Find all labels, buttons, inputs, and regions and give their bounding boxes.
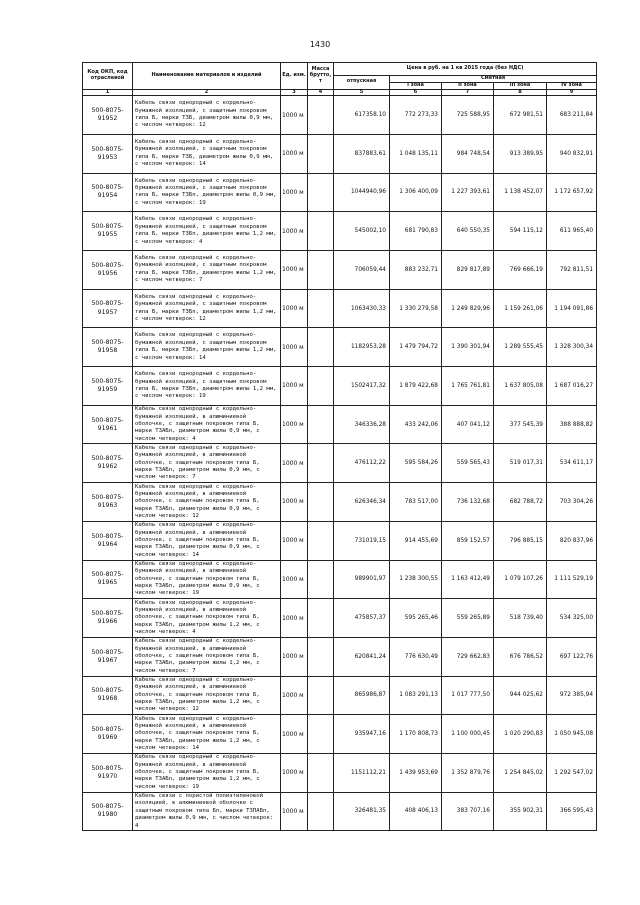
item-unit: 1000 м bbox=[281, 753, 308, 792]
item-unit: 1000 м bbox=[281, 715, 308, 754]
price-zone4: 792 811,51 bbox=[547, 251, 597, 290]
header-zone1: I зона bbox=[390, 82, 442, 89]
price-zone1: 914 455,69 bbox=[390, 521, 442, 560]
price-zone3: 682 788,72 bbox=[494, 483, 547, 522]
table-row bbox=[83, 134, 597, 173]
item-name bbox=[133, 173, 281, 212]
price-zone2: 1 390 301,94 bbox=[442, 328, 494, 367]
item-code: 500-8075-91952 bbox=[83, 96, 133, 135]
price-release: 1182953,28 bbox=[334, 328, 390, 367]
item-mass bbox=[308, 212, 334, 251]
item-unit: 1000 м bbox=[281, 444, 308, 483]
item-mass bbox=[308, 715, 334, 754]
item-code: 500-8075-91969 bbox=[83, 715, 133, 754]
item-name-text: Кабель связи однородный с кордельно-бумажной изоляцией, в алюминиевой оболочке, с защитным покровом типа Б, марки ТЗАБл, диаметром жилы 0,9 мм, с числом четверок: 12 bbox=[135, 483, 260, 520]
item-mass bbox=[308, 599, 334, 638]
item-name-text: Кабель связи однородный с кордельно-бумажной изоляцией, в алюминиевой оболочке, с защитным покровом типа Б, марки ТЗАБл, диаметром жилы 1,2 мм, с числом четверок: 19 bbox=[135, 754, 260, 790]
price-zone2: 407 041,12 bbox=[442, 405, 494, 444]
item-name-text: Кабель связи однородный с кордельно-бумажной изоляцией, в алюминиевой оболочке, с защитным покровом типа Б, марки ТЗАБл, диаметром жилы 0,9 мм, с числом четверок: 4 bbox=[135, 406, 260, 442]
table-row bbox=[83, 483, 597, 522]
column-number: 4 bbox=[308, 89, 334, 96]
table-row bbox=[83, 599, 597, 638]
item-name bbox=[133, 637, 281, 676]
table-row bbox=[83, 753, 597, 792]
item-code: 500-8075-91958 bbox=[83, 328, 133, 367]
table-row bbox=[83, 405, 597, 444]
item-code: 500-8075-91965 bbox=[83, 560, 133, 599]
item-mass bbox=[308, 367, 334, 406]
price-zone3: 1 637 805,08 bbox=[494, 367, 547, 406]
price-zone4: 703 304,26 bbox=[547, 483, 597, 522]
column-number: 1 bbox=[83, 89, 133, 96]
price-zone1: 433 242,06 bbox=[390, 405, 442, 444]
price-zone3: 1 138 452,07 bbox=[494, 173, 547, 212]
price-zone3: 1 020 290,83 bbox=[494, 715, 547, 754]
item-mass bbox=[308, 792, 334, 831]
header-unit: Ед. изм. bbox=[281, 63, 308, 90]
price-zone4: 611 965,40 bbox=[547, 212, 597, 251]
price-release: 1502417,32 bbox=[334, 367, 390, 406]
header-mass: Масса брутто, т bbox=[308, 63, 334, 90]
table-row bbox=[83, 521, 597, 560]
price-table bbox=[82, 62, 597, 831]
item-name bbox=[133, 328, 281, 367]
price-release: 989901,97 bbox=[334, 560, 390, 599]
item-name bbox=[133, 599, 281, 638]
table-row bbox=[83, 444, 597, 483]
item-unit: 1000 м bbox=[281, 637, 308, 676]
item-name-text: Кабель связи однородный с кордельно-бумажной изоляцией, с защитным покровом типа Б, марки ТЗБп, диаметром жилы 1,2 мм, с числом четверок: 19 bbox=[135, 371, 277, 400]
item-mass bbox=[308, 676, 334, 715]
item-unit: 1000 м bbox=[281, 134, 308, 173]
item-code: 500-8075-91980 bbox=[83, 792, 133, 831]
table-row bbox=[83, 676, 597, 715]
item-mass bbox=[308, 328, 334, 367]
item-name-text: Кабель связи однородный с кордельно-бумажной изоляцией, с защитным покровом типа Б, марки ТЗБп, диаметром жилы 1,2 мм, с числом четверок: 12 bbox=[135, 293, 277, 322]
item-code: 500-8075-91966 bbox=[83, 599, 133, 638]
item-unit: 1000 м bbox=[281, 212, 308, 251]
price-zone4: 1 328 300,34 bbox=[547, 328, 597, 367]
table-row bbox=[83, 637, 597, 676]
price-zone1: 883 232,71 bbox=[390, 251, 442, 290]
price-zone3: 519 017,31 bbox=[494, 444, 547, 483]
item-name bbox=[133, 405, 281, 444]
price-zone4: 697 122,76 bbox=[547, 637, 597, 676]
price-zone2: 559 565,43 bbox=[442, 444, 494, 483]
table-header bbox=[83, 63, 597, 96]
header-zone4: IV зона bbox=[547, 82, 597, 89]
price-zone1: 1 170 808,73 bbox=[390, 715, 442, 754]
item-mass bbox=[308, 289, 334, 328]
column-number: 2 bbox=[133, 89, 281, 96]
item-unit: 1000 м bbox=[281, 560, 308, 599]
price-zone2: 984 748,54 bbox=[442, 134, 494, 173]
price-zone2: 1 249 829,96 bbox=[442, 289, 494, 328]
item-name-text: Кабель связи однородный с кордельно-бумажной изоляцией, с защитным покровом типа Б, марки ТЗБ, диаметром жилы 0,9 мм, с числом четверок: 14 bbox=[135, 139, 274, 168]
table-row bbox=[83, 715, 597, 754]
item-name-text: Кабель связи однородный с кордельно-бумажной изоляцией, в алюминиевой оболочке, с защитным покровом типа Б, марки ТЗАБл, диаметром жилы 1,2 мм, с числом четверок: 4 bbox=[135, 599, 260, 636]
price-release: 731019,15 bbox=[334, 521, 390, 560]
item-name bbox=[133, 715, 281, 754]
item-mass bbox=[308, 753, 334, 792]
item-name bbox=[133, 289, 281, 328]
item-unit: 1000 м bbox=[281, 367, 308, 406]
price-zone3: 355 902,31 bbox=[494, 792, 547, 831]
price-zone1: 1 083 291,13 bbox=[390, 676, 442, 715]
price-zone3: 594 115,12 bbox=[494, 212, 547, 251]
price-zone3: 676 786,52 bbox=[494, 637, 547, 676]
header-name: Наименование материалов и изделий bbox=[133, 63, 281, 90]
table-body bbox=[83, 96, 597, 831]
price-zone1: 1 048 135,11 bbox=[390, 134, 442, 173]
item-mass bbox=[308, 251, 334, 290]
column-number: 5 bbox=[334, 89, 390, 96]
price-zone3: 796 885,15 bbox=[494, 521, 547, 560]
price-zone1: 776 630,49 bbox=[390, 637, 442, 676]
table-row bbox=[83, 173, 597, 212]
column-number: 9 bbox=[547, 89, 597, 96]
table-row bbox=[83, 792, 597, 831]
item-unit: 1000 м bbox=[281, 96, 308, 135]
price-zone1: 783 517,00 bbox=[390, 483, 442, 522]
item-code: 500-8075-91957 bbox=[83, 289, 133, 328]
item-name bbox=[133, 444, 281, 483]
header-release: отпускная bbox=[334, 76, 390, 90]
item-mass bbox=[308, 521, 334, 560]
column-number-row bbox=[83, 89, 597, 96]
item-name-text: Кабель связи однородный с кордельно-бумажной изоляцией, с защитным покровом типа Б, марки ТЗБп, диаметром жилы 1,2 мм, с числом четверок: 14 bbox=[135, 332, 277, 361]
item-name-text: Кабель связи однородный с кордельно-бумажной изоляцией, в алюминиевой оболочке, с защитным покровом типа Б, марки ТЗАБл, диаметром жилы 0,9 мм, с числом четверок: 14 bbox=[135, 522, 260, 558]
price-zone4: 366 595,43 bbox=[547, 792, 597, 831]
price-zone1: 408 406,13 bbox=[390, 792, 442, 831]
price-release: 475857,37 bbox=[334, 599, 390, 638]
price-release: 326481,35 bbox=[334, 792, 390, 831]
item-code: 500-8075-91959 bbox=[83, 367, 133, 406]
price-release: 617358.10 bbox=[334, 96, 390, 135]
column-number: 7 bbox=[442, 89, 494, 96]
item-code: 500-8075-91954 bbox=[83, 173, 133, 212]
price-zone2: 1 352 879,76 bbox=[442, 753, 494, 792]
item-name-text: Кабель связи однородный с кордельно-бумажной изоляцией, в алюминиевой оболочке, с защитным покровом типа Б, марки ТЗАБл, диаметром жилы 1,2 мм, с числом четверок: 7 bbox=[135, 638, 260, 674]
price-release: 1063430,33 bbox=[334, 289, 390, 328]
item-name-text: Кабель связи однородный с кордельно-бумажной изоляцией, в алюминиевой оболочке, с защитным покровом типа Б, марки ТЗАБл, диаметром жилы 1,2 мм, с числом четверок: 14 bbox=[135, 715, 260, 752]
table-row bbox=[83, 328, 597, 367]
price-zone2: 829 817,89 bbox=[442, 251, 494, 290]
price-release: 346336,28 bbox=[334, 405, 390, 444]
item-unit: 1000 м bbox=[281, 676, 308, 715]
item-name bbox=[133, 134, 281, 173]
item-code: 500-8075-91961 bbox=[83, 405, 133, 444]
item-unit: 1000 м bbox=[281, 483, 308, 522]
item-name-text: Кабель связи однородный с кордельно-бумажной изоляцией, с защитным покровом типа Б, марки ТЗБп, диаметром жилы 1,2 мм, с числом четверок: 7 bbox=[135, 255, 277, 284]
price-release: 626346,34 bbox=[334, 483, 390, 522]
price-release: 620841,24 bbox=[334, 637, 390, 676]
item-name bbox=[133, 212, 281, 251]
item-name bbox=[133, 753, 281, 792]
price-zone3: 518 739,40 bbox=[494, 599, 547, 638]
price-zone4: 1 111 529,19 bbox=[547, 560, 597, 599]
item-mass bbox=[308, 483, 334, 522]
price-zone2: 383 707,16 bbox=[442, 792, 494, 831]
price-zone2: 725 588,95 bbox=[442, 96, 494, 135]
price-zone3: 1 289 555,45 bbox=[494, 328, 547, 367]
price-zone4: 683 211,84 bbox=[547, 96, 597, 135]
price-release: 706059,44 bbox=[334, 251, 390, 290]
table-row bbox=[83, 212, 597, 251]
price-release: 935947,16 bbox=[334, 715, 390, 754]
price-release: 476112,22 bbox=[334, 444, 390, 483]
price-zone4: 534 611,17 bbox=[547, 444, 597, 483]
price-zone1: 1 439 953,69 bbox=[390, 753, 442, 792]
price-zone3: 913 389,95 bbox=[494, 134, 547, 173]
price-zone2: 640 550,35 bbox=[442, 212, 494, 251]
item-name bbox=[133, 483, 281, 522]
table-row bbox=[83, 289, 597, 328]
price-zone2: 559 265,89 bbox=[442, 599, 494, 638]
item-name bbox=[133, 251, 281, 290]
item-code: 500-8075-91970 bbox=[83, 753, 133, 792]
header-estimate: Сметная bbox=[390, 76, 597, 83]
price-zone1: 595 584,26 bbox=[390, 444, 442, 483]
price-zone1: 1 306 400,09 bbox=[390, 173, 442, 212]
item-code: 500-8075-91968 bbox=[83, 676, 133, 715]
item-code: 500-8075-91963 bbox=[83, 483, 133, 522]
item-unit: 1000 м bbox=[281, 792, 308, 831]
price-zone3: 377 545,39 bbox=[494, 405, 547, 444]
item-name-text: Кабель связи однородный с кордельно-бумажной изоляцией, с защитным покровом типа Б, марки ТЗБ, диаметром жилы 0,9 мм, с числом четверок: 12 bbox=[135, 100, 274, 129]
header-zone3: III зона bbox=[494, 82, 547, 89]
item-code: 500-8075-91967 bbox=[83, 637, 133, 676]
item-mass bbox=[308, 134, 334, 173]
item-name bbox=[133, 560, 281, 599]
item-code: 500-8075-91953 bbox=[83, 134, 133, 173]
price-release: 545002,10 bbox=[334, 212, 390, 251]
price-zone3: 944 025,62 bbox=[494, 676, 547, 715]
item-name-text: Кабель связи однородный с кордельно-бумажной изоляцией, с защитным покровом типа Б, марки ТЗБп, диаметром жилы 0,9 мм, с числом четверок: 19 bbox=[135, 177, 277, 206]
column-number: 6 bbox=[390, 89, 442, 96]
price-zone3: 769 666,19 bbox=[494, 251, 547, 290]
table-row bbox=[83, 367, 597, 406]
price-zone2: 729 662,83 bbox=[442, 637, 494, 676]
item-name bbox=[133, 676, 281, 715]
price-zone4: 940 832,91 bbox=[547, 134, 597, 173]
item-mass bbox=[308, 405, 334, 444]
header-zone2: II зона bbox=[442, 82, 494, 89]
item-code: 500-8075-91955 bbox=[83, 212, 133, 251]
price-zone4: 388 888,82 bbox=[547, 405, 597, 444]
price-zone1: 595 265,46 bbox=[390, 599, 442, 638]
item-name-text: Кабель связи однородный с кордельно-бумажной изоляцией, в алюминиевой оболочке, с защитным покровом типа Б, марки ТЗАБл, диаметром жилы 0,9 мм, с числом четверок: 19 bbox=[135, 560, 260, 597]
table-row bbox=[83, 251, 597, 290]
price-zone4: 534 325,00 bbox=[547, 599, 597, 638]
header-price-group: Цена в руб. на 1 кв 2015 года (без НДС) bbox=[334, 63, 597, 76]
item-unit: 1000 м bbox=[281, 251, 308, 290]
item-code: 500-8075-91964 bbox=[83, 521, 133, 560]
price-zone4: 820 837,96 bbox=[547, 521, 597, 560]
price-zone2: 1 765 761,81 bbox=[442, 367, 494, 406]
item-name bbox=[133, 367, 281, 406]
column-number: 8 bbox=[494, 89, 547, 96]
price-zone1: 1 879 422,68 bbox=[390, 367, 442, 406]
item-code: 500-8075-91962 bbox=[83, 444, 133, 483]
item-unit: 1000 м bbox=[281, 289, 308, 328]
price-release: 865986,87 bbox=[334, 676, 390, 715]
item-mass bbox=[308, 173, 334, 212]
price-zone1: 1 330 279,58 bbox=[390, 289, 442, 328]
item-name bbox=[133, 792, 281, 831]
price-zone3: 1 254 845,02 bbox=[494, 753, 547, 792]
price-zone4: 1 292 547,02 bbox=[547, 753, 597, 792]
price-zone4: 1 172 657,92 bbox=[547, 173, 597, 212]
price-zone1: 1 479 794,72 bbox=[390, 328, 442, 367]
price-zone4: 1 687 016,27 bbox=[547, 367, 597, 406]
price-zone2: 1 227 393,61 bbox=[442, 173, 494, 212]
item-mass bbox=[308, 96, 334, 135]
item-unit: 1000 м bbox=[281, 173, 308, 212]
price-zone2: 1 100 000,45 bbox=[442, 715, 494, 754]
price-zone4: 1 050 945,08 bbox=[547, 715, 597, 754]
price-zone2: 1 017 777,50 bbox=[442, 676, 494, 715]
item-name bbox=[133, 96, 281, 135]
price-zone3: 672 981,51 bbox=[494, 96, 547, 135]
table-row bbox=[83, 560, 597, 599]
item-unit: 1000 м bbox=[281, 521, 308, 560]
item-mass bbox=[308, 444, 334, 483]
item-unit: 1000 м bbox=[281, 405, 308, 444]
item-mass bbox=[308, 637, 334, 676]
item-code: 500-8075-91956 bbox=[83, 251, 133, 290]
price-zone1: 681 790,83 bbox=[390, 212, 442, 251]
price-release: 1151112,21 bbox=[334, 753, 390, 792]
price-zone2: 859 152,57 bbox=[442, 521, 494, 560]
table-row bbox=[83, 96, 597, 135]
price-zone3: 1 079 107,26 bbox=[494, 560, 547, 599]
item-name-text: Кабель связи однородный с кордельно-бумажной изоляцией, в алюминиевой оболочке, с защитным покровом типа Б, марки ТЗАБл, диаметром жилы 0,9 мм, с числом четверок: 7 bbox=[135, 444, 260, 481]
price-zone1: 772 273,33 bbox=[390, 96, 442, 135]
price-zone4: 1 194 091,86 bbox=[547, 289, 597, 328]
price-release: 837883,61 bbox=[334, 134, 390, 173]
header-code: Код ОКП, код отраслевой bbox=[83, 63, 133, 90]
price-zone1: 1 238 300,55 bbox=[390, 560, 442, 599]
price-zone3: 1 159 261,06 bbox=[494, 289, 547, 328]
item-unit: 1000 м bbox=[281, 599, 308, 638]
price-zone2: 736 132,68 bbox=[442, 483, 494, 522]
page-number: 1430 bbox=[309, 40, 331, 49]
item-mass bbox=[308, 560, 334, 599]
item-name-text: Кабель связи однородный с кордельно-бумажной изоляцией, с защитным покровом типа Б, марки ТЗБп, диаметром жилы 1,2 мм, с числом четверок: 4 bbox=[135, 216, 277, 245]
item-name-text: Кабель связи с пористой полиэтиленовой изоляцией, в алюминиевой оболочке с защитным покровом типа Бп, марки ТЗПАБп, диаметром жилы 0,9 мм, с числом четверок: 4 bbox=[135, 793, 274, 829]
item-unit: 1000 м bbox=[281, 328, 308, 367]
column-number: 3 bbox=[281, 89, 308, 96]
price-release: 1044940,96 bbox=[334, 173, 390, 212]
price-zone2: 1 163 412,49 bbox=[442, 560, 494, 599]
item-name bbox=[133, 521, 281, 560]
item-name-text: Кабель связи однородный с кордельно-бумажной изоляцией, в алюминиевой оболочке, с защитным покровом типа Б, марки ТЗАБл, диаметром жилы 1,2 мм, с числом четверок: 12 bbox=[135, 676, 260, 713]
price-zone4: 972 385,94 bbox=[547, 676, 597, 715]
